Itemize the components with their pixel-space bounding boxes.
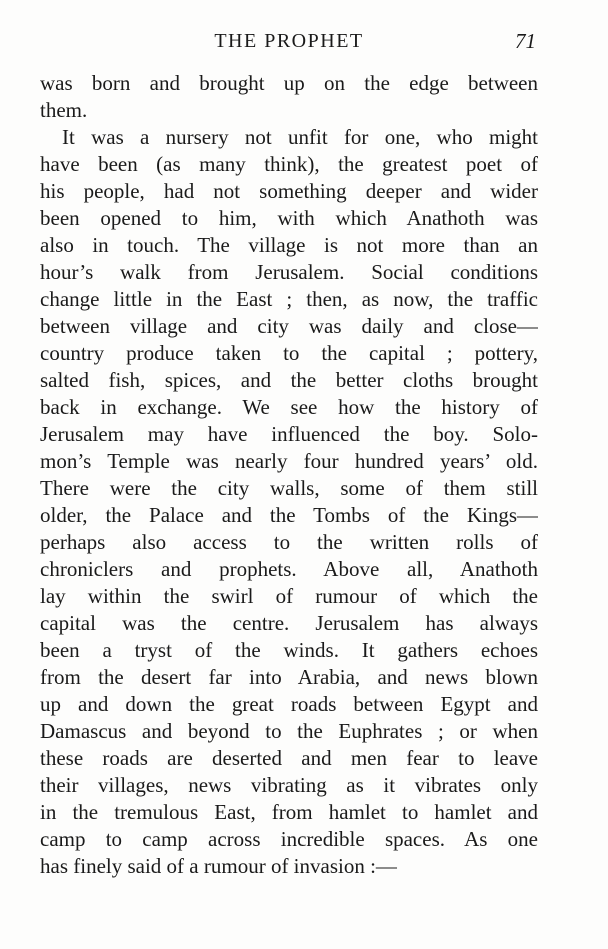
text-line: chroniclers and prophets. Above all, Anathoth	[40, 557, 538, 581]
text-line: in the tremulous East, from hamlet to hamlet and	[40, 800, 538, 824]
text-line: lay within the swirl of rumour of which the	[40, 584, 538, 608]
text-line: perhaps also access to the written rolls of	[40, 530, 538, 554]
text-line: between village and city was daily and close—	[40, 314, 538, 338]
text-line: his people, had not something deeper and wider	[40, 179, 538, 203]
body-text	[40, 70, 538, 880]
text-line: hour’s walk from Jerusalem. Social conditions	[40, 260, 538, 284]
text-line: capital was the centre. Jerusalem has always	[40, 611, 538, 635]
text-line: older, the Palace and the Tombs of the Kings—	[40, 503, 538, 527]
text-line: change little in the East ; then, as now, the traffic	[40, 287, 538, 311]
text-line: was born and brought up on the edge between	[40, 71, 538, 95]
text-line: Jerusalem may have influenced the boy. Solo-	[40, 422, 538, 446]
text-line: camp to camp across incredible spaces. As one	[40, 827, 538, 851]
text-line: their villages, news vibrating as it vibrates only	[40, 773, 538, 797]
text-line: these roads are deserted and men fear to leave	[40, 746, 538, 770]
page-number: 71	[515, 29, 536, 53]
text-line: salted fish, spices, and the better cloths brought	[40, 368, 538, 392]
text-line: also in touch. The village is not more than an	[40, 233, 538, 257]
text-line: country produce taken to the capital ; pottery,	[40, 341, 538, 365]
text-line: has finely said of a rumour of invasion :—	[40, 854, 397, 878]
text-line: Damascus and beyond to the Euphrates ; or when	[40, 719, 538, 743]
text-line: It was a nursery not unfit for one, who might	[62, 125, 538, 149]
text-line: back in exchange. We see how the history of	[40, 395, 538, 419]
text-line: them.	[40, 98, 88, 122]
text-line: from the desert far into Arabia, and news blown	[40, 665, 538, 689]
text-line: been a tryst of the winds. It gathers echoes	[40, 638, 538, 662]
text-line: up and down the great roads between Egypt and	[40, 692, 538, 716]
running-head-title: THE PROPHET	[214, 30, 364, 52]
text-line: been opened to him, with which Anathoth was	[40, 206, 538, 230]
text-line: There were the city walls, some of them still	[40, 476, 538, 500]
running-head	[40, 26, 538, 56]
text-line: mon’s Temple was nearly four hundred years’ old.	[40, 449, 538, 473]
text-line: have been (as many think), the greatest poet of	[40, 152, 538, 176]
